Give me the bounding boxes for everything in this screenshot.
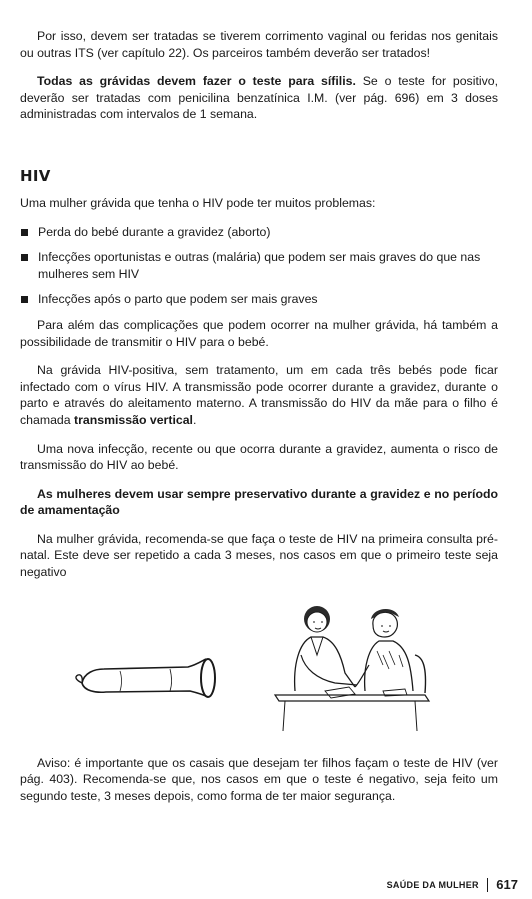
warning-paragraph: Aviso: é importante que os casais que desejam ter filhos façam o teste de HIV (ver pág. 403). Recomenda-se que, nos casos em que o teste é negativo, seja feito um segundo teste, 3 meses depois, como forma de ter maior segurança. xyxy=(20,755,498,803)
list-item: Perda do bebé durante a gravidez (aborto) xyxy=(20,224,498,241)
new-infection-paragraph: Uma nova infecção, recente ou que ocorra durante a gravidez, aumenta o risco de transmissão do HIV ao bebé. xyxy=(20,441,498,473)
list-item: Infecções oportunistas e outras (malária) que podem ser mais graves do que nas mulheres sem HIV xyxy=(20,249,498,282)
bullet-square-icon xyxy=(21,229,28,236)
list-item: Infecções após o parto que podem ser mais graves xyxy=(20,291,498,308)
illustration-area xyxy=(20,595,498,735)
section-lead: Uma mulher grávida que tenha o HIV pode ter muitos problemas: xyxy=(20,195,376,210)
vertical-transmission-term: transmissão vertical xyxy=(74,412,193,427)
complications-paragraph: Para além das complicações que podem ocorrer na mulher grávida, há também a possibilidade de transmitir o HIV para o bebé. xyxy=(20,317,498,349)
footer-section-name: SAÚDE DA MULHER xyxy=(386,879,479,890)
footer-divider xyxy=(487,878,489,892)
syphilis-emphasis: Todas as grávidas devem fazer o teste para sífilis. xyxy=(37,74,356,89)
condom-paragraph: As mulheres devem usar sempre preservativo durante a gravidez e no período de amamentação xyxy=(20,486,498,518)
intro-paragraph: Por isso, devem ser tratadas se tiverem corrimento vaginal ou feridas nos genitais ou outras ITS (ver capítulo 22). Os parceiros também deverão ser tratados! xyxy=(20,29,498,60)
condom-illustration xyxy=(70,647,220,707)
testing-paragraph: Na mulher grávida, recomenda-se que faça o teste de HIV na primeira consulta pré-natal. Este deve ser repetido a cada 3 meses, nos casos em que o primeiro teste seja negativo xyxy=(20,531,498,580)
health-worker-illustration xyxy=(265,595,435,735)
syphilis-text: Se o teste for positivo, deverão ser tratadas com penicilina benzatínica I.M. (ver pág. 696) em 3 doses administradas com intervalos de 1 semana. xyxy=(20,74,498,122)
page-footer xyxy=(387,877,518,892)
page-number: 617 xyxy=(496,877,518,892)
page-content xyxy=(20,28,498,804)
transmission-paragraph: Na grávida HIV-positiva, sem tratamento, um em cada três bebés pode ficar infectado com o vírus HIV. A transmissão pode ocorrer durante a gravidez, durante o parto e através do aleitamento materno. A transmissão do HIV da mãe para o filho é chamada transmissão vertical. xyxy=(20,363,498,427)
problem-list xyxy=(20,224,498,308)
bullet-square-icon xyxy=(21,296,28,303)
syphilis-paragraph xyxy=(20,73,498,123)
section-heading: HIV xyxy=(20,166,51,185)
bullet-square-icon xyxy=(21,254,28,261)
